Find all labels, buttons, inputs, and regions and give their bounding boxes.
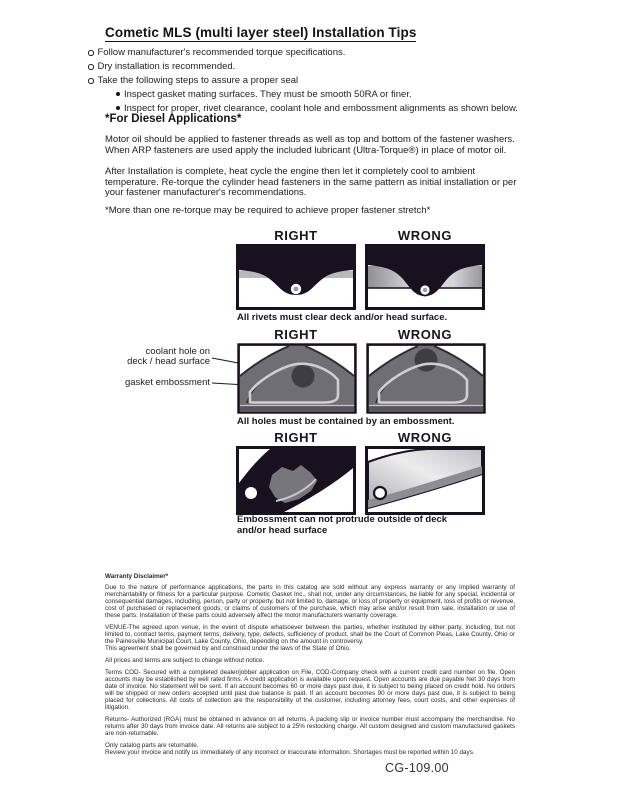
open-bullet-icon bbox=[88, 64, 94, 70]
legal-paragraph: Terms COD- Secured with a completed dealer/jobber application on File, COD-Company check with a current credit card number on file. Open accounts may be established by well rated firms. A credit application is available upon request. Open accounts are due payable Net 30 days from date of invoice. No statement will be sent. If an account becomes 60 or more days past due, it is subject to being placed on credit hold. No orders will be shipped or new orders accepted until past due balance is paid. If an account becomes 90 or more days past due, it is subject to being placed for collections. All costs of collection are the responsibility of the customer, including attorney fees, court costs, and other expenses of litigation. bbox=[105, 669, 515, 711]
rivet-clearance-right-diagram bbox=[236, 244, 356, 310]
warranty-disclaimer-heading: Warranty Disclaimer* bbox=[105, 573, 169, 580]
embossment-containment-right-diagram bbox=[237, 343, 357, 414]
open-bullet-icon bbox=[88, 50, 94, 56]
coolant-hole-annotation: coolant hole on deck / head surface bbox=[127, 346, 210, 367]
diesel-paragraph: After Installation is complete, heat cycle the engine then let it completely cool to ambient temperature. Re-torque the cylinder head fasteners in the same pattern as initial installation or per your fastener manufacturer's recommendations. bbox=[105, 166, 517, 199]
embossment-containment-wrong-diagram bbox=[366, 343, 486, 414]
tip-text: Inspect for proper, rivet clearance, coolant hole and embossment alignments as shown below. bbox=[124, 103, 518, 114]
tip-text: Inspect gasket mating surfaces. They must be smooth 50RA or finer. bbox=[124, 89, 412, 100]
diesel-applications-heading: *For Diesel Applications* bbox=[105, 113, 242, 125]
page-number: CG-109.00 bbox=[385, 761, 449, 775]
row2-right-label: RIGHT bbox=[274, 327, 318, 342]
row3-right-label: RIGHT bbox=[274, 430, 318, 445]
row2-caption: All holes must be contained by an embossment. bbox=[237, 416, 455, 427]
diesel-paragraph: Motor oil should be applied to fastener threads as well as top and bottom of the fastener washers. When ARP fasteners are used apply the included lubricant (Ultra-Torque®) in place of motor oil. bbox=[105, 134, 515, 156]
row2-wrong-label: WRONG bbox=[397, 327, 453, 342]
tip-sub-bullet bbox=[116, 88, 548, 102]
legal-paragraph: This agreement shall be governed by and construed under the laws of the State of Ohio. bbox=[105, 645, 351, 652]
installation-tips-list bbox=[88, 46, 548, 116]
rivet-clearance-wrong-diagram bbox=[365, 244, 485, 310]
legal-paragraph: Returns- Authorized (RGA) must be obtained in advance on all returns. A packing slip or invoice number must accompany the merchandise. No returns after 30 days from invoice date. All returns are subject to a 25% restocking charge. All custom designed and custom manufactured gaskets are non-returnable. bbox=[105, 716, 515, 737]
legal-paragraph: VENUE-The agreed upon venue, in the event of dispute whatsoever between the parties, whether instituted by either party, including, but not limited to, contract terms, payment terms, delivery, type, defects, sufficiency of product, shall be the Court of Common Pleas, Lake County, Ohio or the Painesville Municipal Court, Lake County, Ohio, depending on the amount in controversy. bbox=[105, 624, 515, 645]
solid-bullet-icon bbox=[116, 92, 120, 96]
embossment-protrusion-wrong-diagram bbox=[365, 446, 485, 515]
row3-wrong-label: WRONG bbox=[397, 430, 453, 445]
legal-paragraph: Due to the nature of performance applications, the parts in this catalog are sold without any express warranty or any implied warranty of merchantability or fitness for a particular purpose. Cometic Gasket Inc., shall not, under any circumstances, be liable for any special, incidental or consequential damages, including, person, party or property, but not limited to, damage, or loss of property or equipment, loss of profits or revenue, cost of purchased or replacement goods, or claims of customers of the purchase, which may arise and/or result from sale, installation or use of these parts. Installation of these parts could adversely affect the motor manufacturers warranty coverage. bbox=[105, 584, 515, 619]
legal-paragraph: Review your invoice and notify us immediately of any incorrect or inaccurate information. Shortages must be reported within 10 days. bbox=[105, 749, 475, 756]
tip-bullet bbox=[88, 60, 548, 74]
solid-bullet-icon bbox=[116, 106, 120, 110]
row3-caption: Embossment can not protrude outside of deck and/or head surface bbox=[237, 514, 448, 536]
embossment-protrusion-right-diagram bbox=[236, 446, 356, 515]
legal-paragraph: All prices and terms are subject to change without notice. bbox=[105, 657, 265, 664]
open-bullet-icon bbox=[88, 78, 94, 84]
tip-bullet bbox=[88, 46, 548, 60]
gasket-embossment-annotation: gasket embossment bbox=[124, 377, 210, 388]
retorque-note: *More than one re-torque may be required to achieve proper fastener stretch* bbox=[105, 205, 431, 216]
page-title: Cometic MLS (multi layer steel) Installation Tips bbox=[105, 25, 417, 40]
warranty-disclaimer-section bbox=[105, 573, 515, 761]
row1-wrong-label: WRONG bbox=[397, 228, 453, 243]
legal-paragraph: Only catalog parts are returnable. bbox=[105, 742, 199, 749]
tip-text: Dry installation is recommended. bbox=[97, 61, 236, 72]
tip-text: Follow manufacturer's recommended torque specifications. bbox=[97, 47, 346, 58]
row1-caption: All rivets must clear deck and/or head surface. bbox=[237, 312, 448, 323]
row1-right-label: RIGHT bbox=[274, 228, 318, 243]
tip-bullet bbox=[88, 74, 548, 88]
tip-text: Take the following steps to assure a proper seal bbox=[97, 75, 299, 86]
